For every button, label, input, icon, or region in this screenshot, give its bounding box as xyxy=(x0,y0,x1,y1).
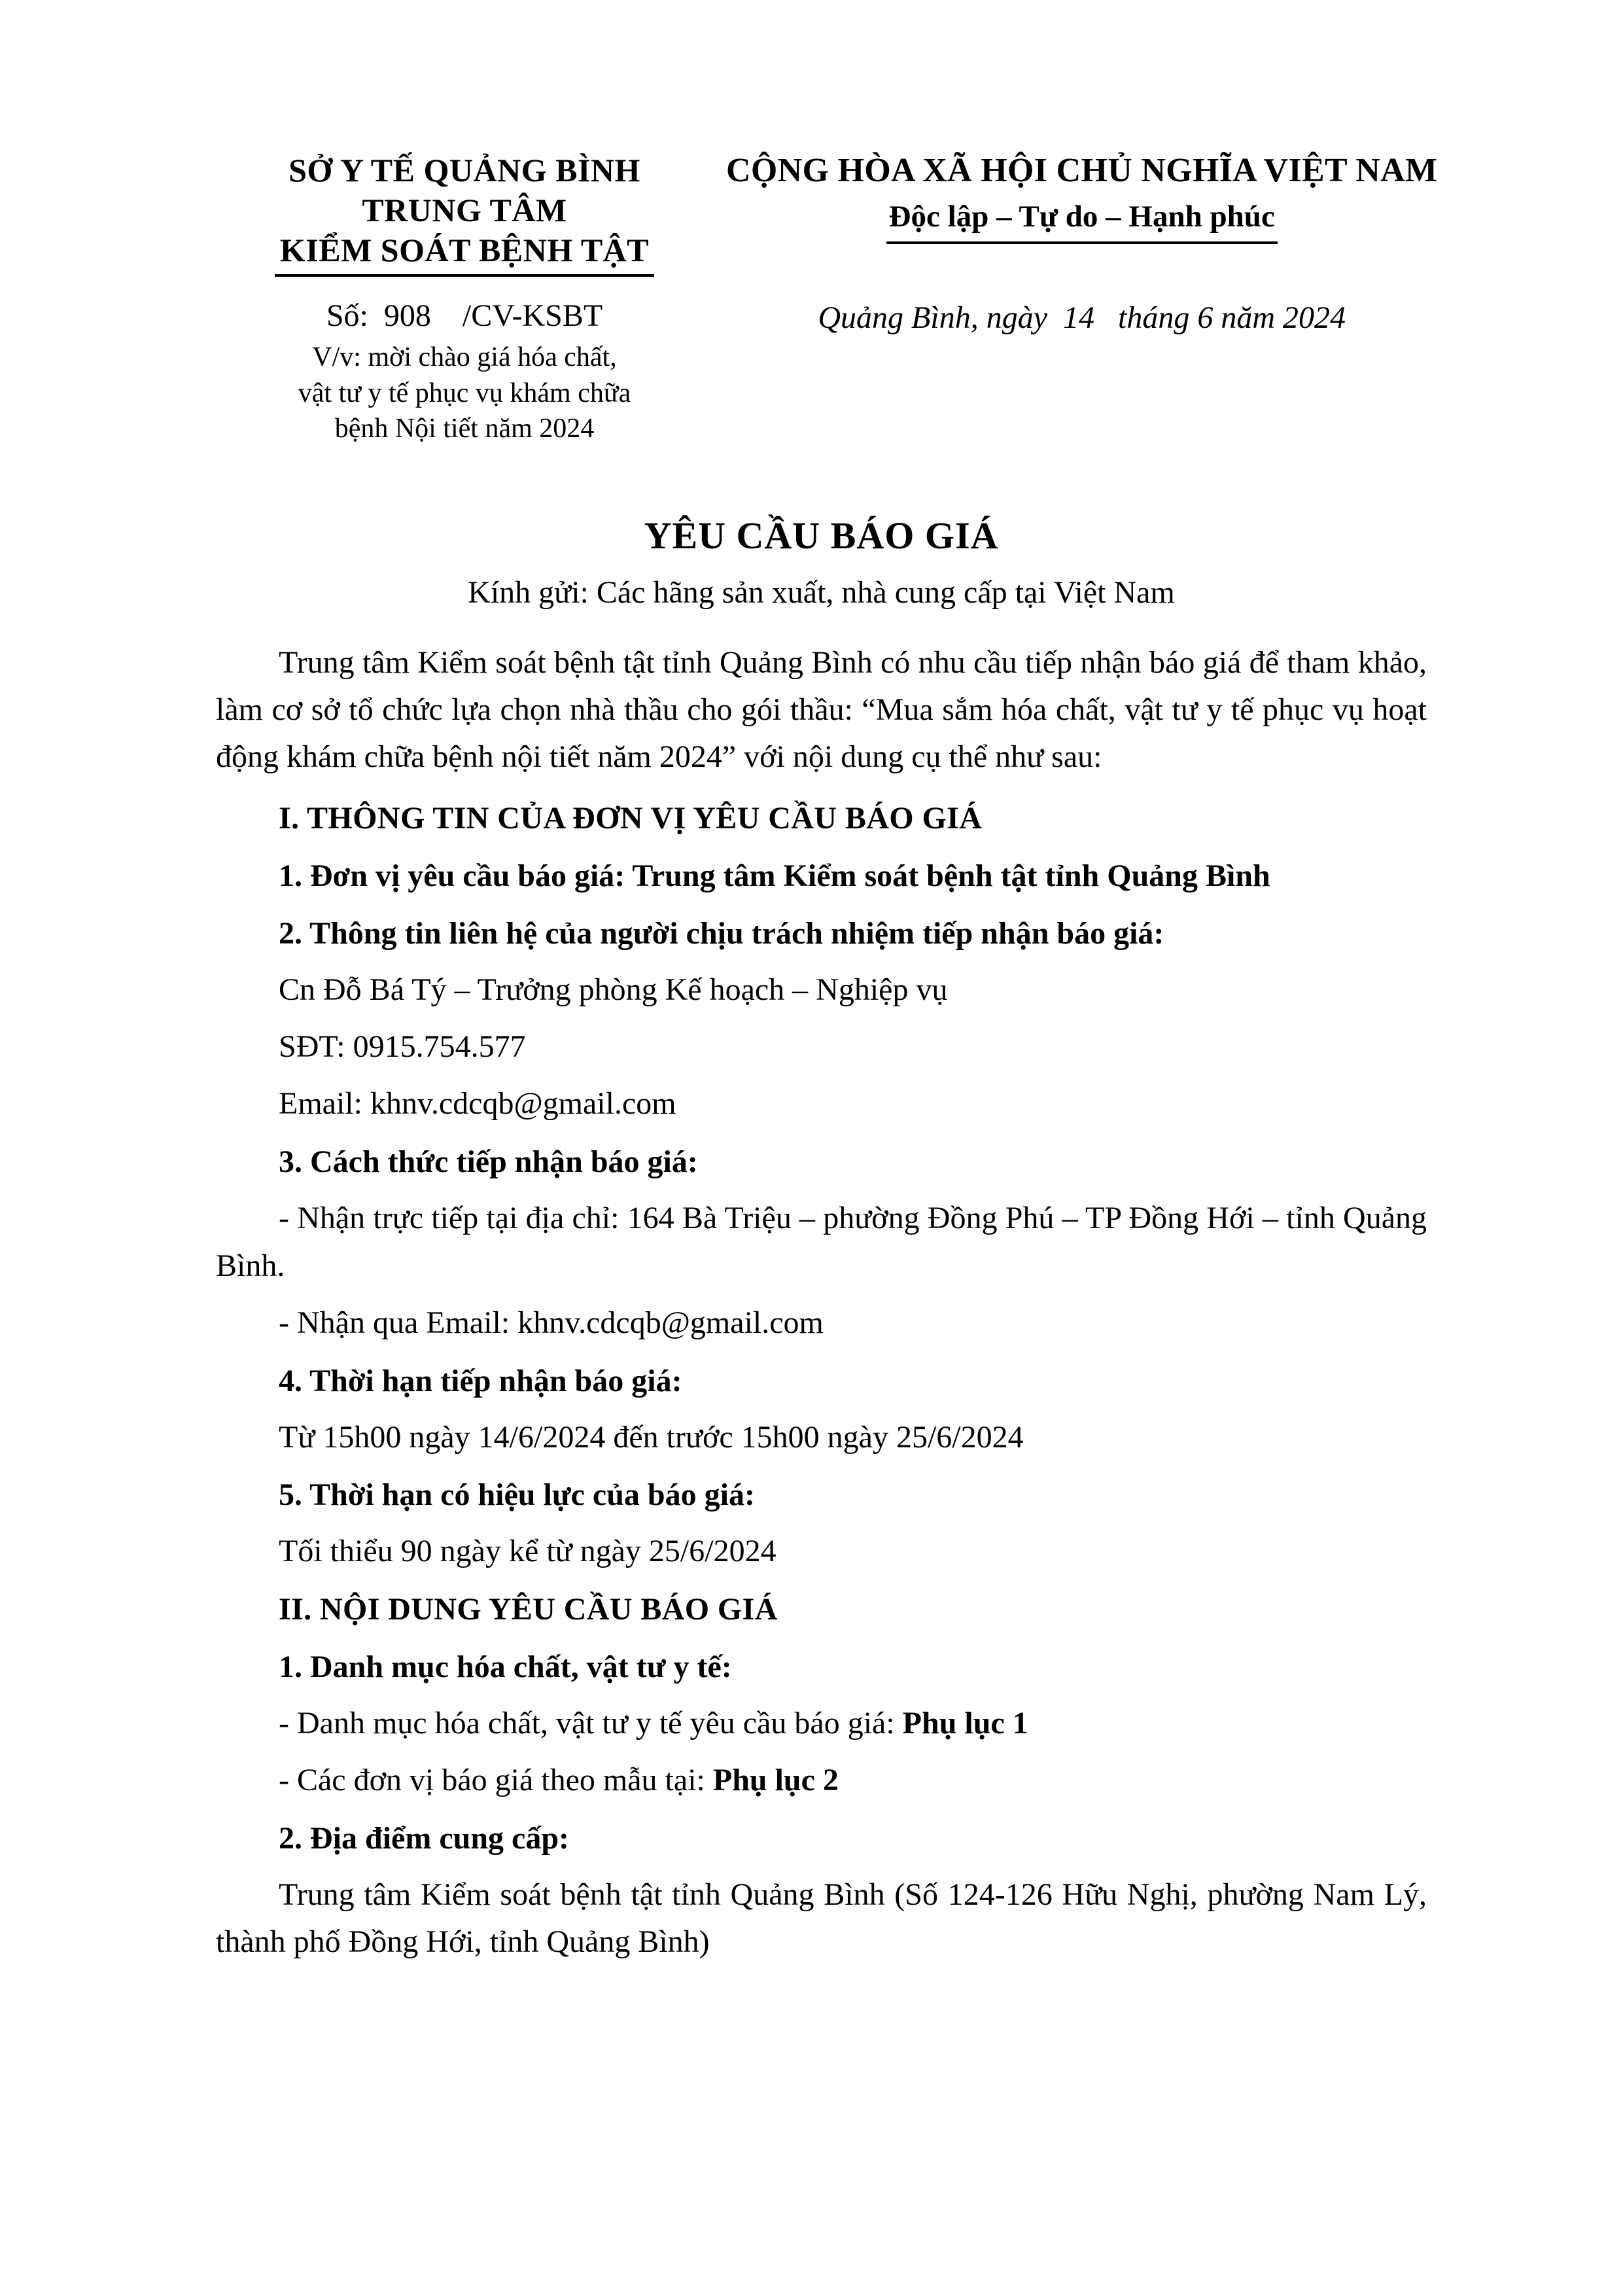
quote-validity-text: Tối thiểu 90 ngày kể từ ngày 25/6/2024 xyxy=(279,1534,777,1569)
section-1-item-3-heading: 3. Cách thức tiếp nhận báo giá: xyxy=(279,1144,698,1179)
document-body xyxy=(216,639,1427,1966)
appendix-2-label: - Các đơn vị báo giá theo mẫu tại: xyxy=(279,1763,713,1798)
document-subject-line-2: vật tư y tế phục vụ khám chữa xyxy=(298,378,631,408)
section-2-item-2-heading: 2. Địa điểm cung cấp: xyxy=(279,1821,569,1856)
section-1-item-2-heading: 2. Thông tin liên hệ của người chịu trách nhiệm tiếp nhận báo giá: xyxy=(279,915,1164,951)
org-department-name: SỞ Y TẾ QUẢNG BÌNH xyxy=(288,152,640,188)
org-center-name: KIỂM SOÁT BỆNH TẬT xyxy=(275,230,654,277)
document-subject-line-3: bệnh Nội tiết năm 2024 xyxy=(334,414,595,444)
appendix-1-label: - Danh mục hóa chất, vật tư y tế yêu cầu báo giá: xyxy=(279,1706,903,1741)
submission-method-in-person: - Nhận trực tiếp tại địa chỉ: 164 Bà Triệu – phường Đồng Phú – TP Đồng Hới – tỉnh Quảng Bình. xyxy=(216,1200,1427,1283)
document-subject-line-1: V/v: mời chào giá hóa chất, xyxy=(312,342,617,372)
submission-method-email: - Nhận qua Email: khnv.cdcqb@gmail.com xyxy=(279,1305,824,1340)
document-number: Số: 908 /CV-KSBT xyxy=(326,298,603,333)
section-1-item-1: 1. Đơn vị yêu cầu báo giá: Trung tâm Kiểm soát bệnh tật tỉnh Quảng Bình xyxy=(279,858,1270,893)
appendix-1-line xyxy=(216,1691,1427,1748)
document-header xyxy=(216,150,1438,447)
org-center-label: TRUNG TÂM xyxy=(362,192,567,228)
section-2-item-1-heading: 1. Danh mục hóa chất, vật tư y tế: xyxy=(279,1650,732,1685)
org-center-name-wrap xyxy=(216,230,713,277)
appendix-2-ref: Phụ lục 2 xyxy=(712,1763,839,1798)
section-1-item-4-heading: 4. Thời hạn tiếp nhận báo giá: xyxy=(279,1363,682,1398)
section-1-item-5-heading: 5. Thời hạn có hiệu lực của báo giá: xyxy=(279,1477,755,1513)
header-national-block xyxy=(713,150,1437,337)
intro-paragraph: Trung tâm Kiểm soát bệnh tật tỉnh Quảng Bình có nhu cầu tiếp nhận báo giá để tham khảo, làm cơ sở tổ chức lựa chọn nhà thầu cho gói thầu: “Mua sắm hóa chất, vật tư y tế phục vụ hoạt động khám chữa bệnh nội tiết năm 2024” với nội dung cụ thể như sau: xyxy=(216,645,1427,774)
national-title: CỘNG HÒA XÃ HỘI CHỦ NGHĨA VIỆT NAM xyxy=(726,152,1438,189)
delivery-location-text: Trung tâm Kiểm soát bệnh tật tỉnh Quảng Bình (Số 124-126 Hữu Nghị, phường Nam Lý, thành phố Đồng Hới, tỉnh Quảng Bình) xyxy=(216,1877,1427,1960)
recipient-line: Kính gửi: Các hãng sản xuất, nhà cung cấp tại Việt Nam xyxy=(468,574,1175,610)
submission-deadline-text: Từ 15h00 ngày 14/6/2024 đến trước 15h00 ngày 25/6/2024 xyxy=(279,1419,1024,1455)
document-subject xyxy=(216,340,713,447)
appendix-2-line xyxy=(216,1748,1427,1805)
national-motto: Độc lập – Tự do – Hạnh phúc xyxy=(886,198,1278,244)
page-title: YÊU CẦU BÁO GIÁ xyxy=(644,514,999,557)
contact-email: Email: khnv.cdcqb@gmail.com xyxy=(279,1086,676,1121)
appendix-1-ref: Phụ lục 1 xyxy=(902,1706,1028,1741)
section-heading-1: I. THÔNG TIN CỦA ĐƠN VỊ YÊU CẦU BÁO GIÁ xyxy=(279,800,983,836)
national-motto-wrap xyxy=(726,198,1437,244)
contact-person-name: Cn Đỗ Bá Tý – Trưởng phòng Kế hoạch – Nghiệp vụ xyxy=(279,972,948,1007)
section-heading-2: II. NỘI DUNG YÊU CẦU BÁO GIÁ xyxy=(279,1592,778,1627)
header-issuing-authority xyxy=(216,150,713,447)
contact-phone: SĐT: 0915.754.577 xyxy=(279,1029,526,1064)
place-and-date: Quảng Bình, ngày 14 tháng 6 năm 2024 xyxy=(818,300,1346,336)
